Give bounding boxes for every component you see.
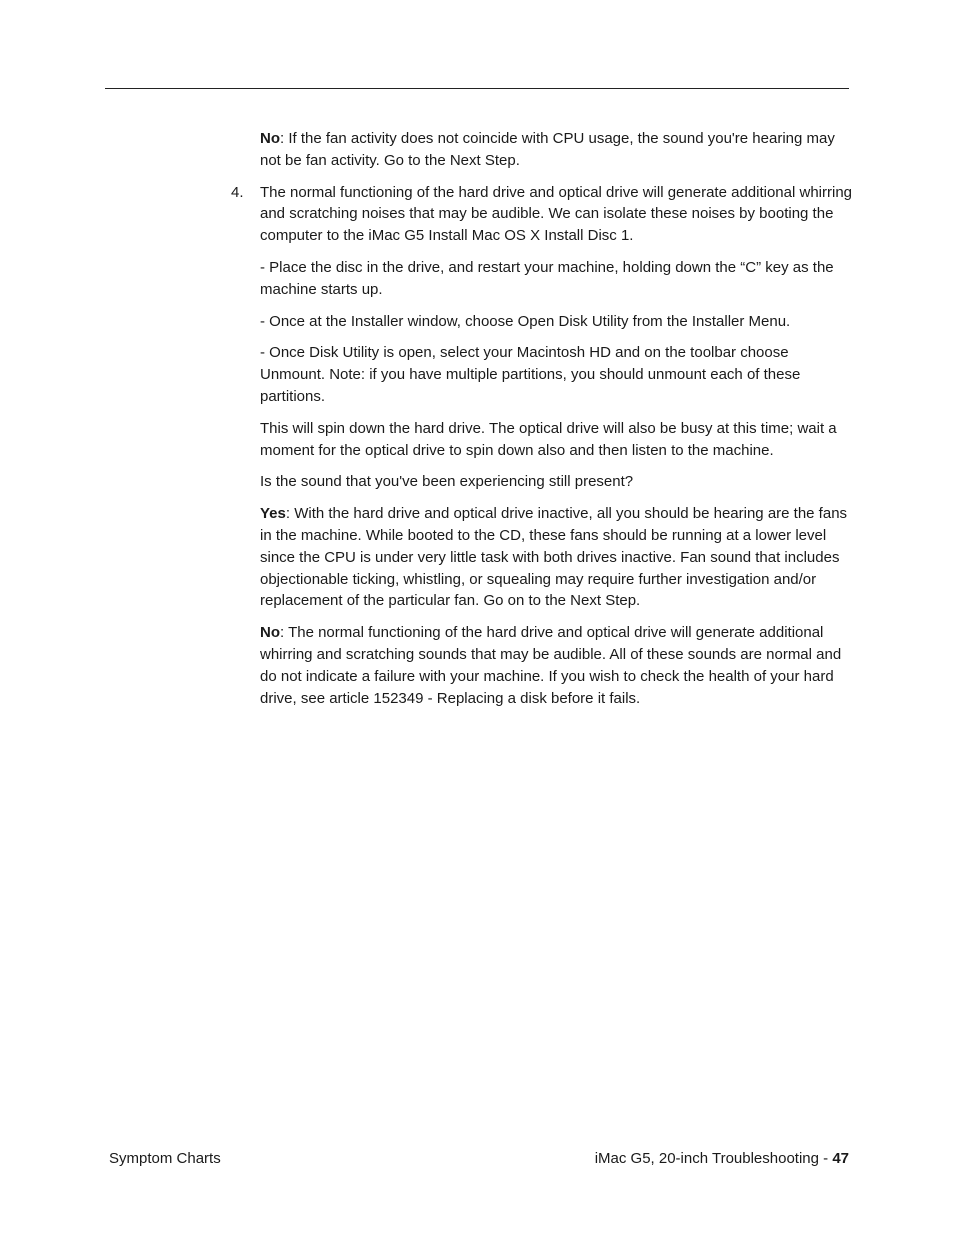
header-rule bbox=[105, 88, 849, 89]
yes-answer-paragraph bbox=[260, 503, 852, 612]
no-label: No bbox=[260, 130, 280, 147]
no-answer-text: : If the fan activity does not coincide with CPU usage, the sound you're hearing may not be fan activity. Go to the Next Step. bbox=[260, 130, 835, 169]
spin-down-paragraph: This will spin down the hard drive. The optical drive will also be busy at this time; wait a moment for the optical drive to spin down also and then listen to the machine. bbox=[260, 419, 837, 459]
footer-doc-title bbox=[595, 1149, 849, 1169]
instruction-open-disk-utility: - Once at the Installer window, choose Open Disk Utility from the Installer Menu. bbox=[260, 312, 791, 330]
footer-title-text: iMac G5, 20-inch Troubleshooting - bbox=[594, 1150, 833, 1167]
no-label-2: No bbox=[260, 624, 280, 642]
step-number: 4. bbox=[231, 183, 244, 201]
page-number: 47 bbox=[832, 1150, 849, 1167]
yes-label: Yes bbox=[260, 505, 286, 523]
instruction-unmount: - Once Disk Utility is open, select your Macintosh HD and on the toolbar choose Unmount. Note: if you have multiple partitions, you should unmount each of these partitions. bbox=[260, 344, 801, 405]
step-4-intro: The normal functioning of the hard drive and optical drive will generate additional whirring and scratching noises that may be audible. We can isolate these noises by booting the computer to the iMac G5 Install Mac OS X Install Disc 1. bbox=[260, 183, 853, 245]
footer-section-title: Symptom Charts bbox=[109, 1150, 221, 1167]
step-4 bbox=[231, 182, 853, 247]
question-paragraph: Is the sound that you've been experiencing still present? bbox=[260, 473, 634, 491]
page-body bbox=[231, 128, 853, 719]
no-answer-paragraph-2 bbox=[260, 622, 852, 709]
no-answer-text-2: : The normal functioning of the hard drive and optical drive will generate additional whirring and scratching sounds that may be audible. All of these sounds are normal and do not indicate a failure with your machine. If you wish to check the health of your hard drive, see article 152349 - Replacing a disk before it fails. bbox=[260, 624, 842, 707]
no-answer-paragraph-1 bbox=[260, 128, 852, 172]
instruction-insert-disc: - Place the disc in the drive, and restart your machine, holding down the “C” key as the machine starts up. bbox=[260, 258, 834, 298]
yes-answer-text: : With the hard drive and optical drive inactive, all you should be hearing are the fans in the machine. While booted to the CD, these fans should be running at a lower level since the CPU is under very little task with both drives inactive. Fan sound that includes objectionable ticking, whistling, or squealing may require further investigation and/or replacement of the particular fan. Go on to the Next Step. bbox=[260, 505, 848, 610]
